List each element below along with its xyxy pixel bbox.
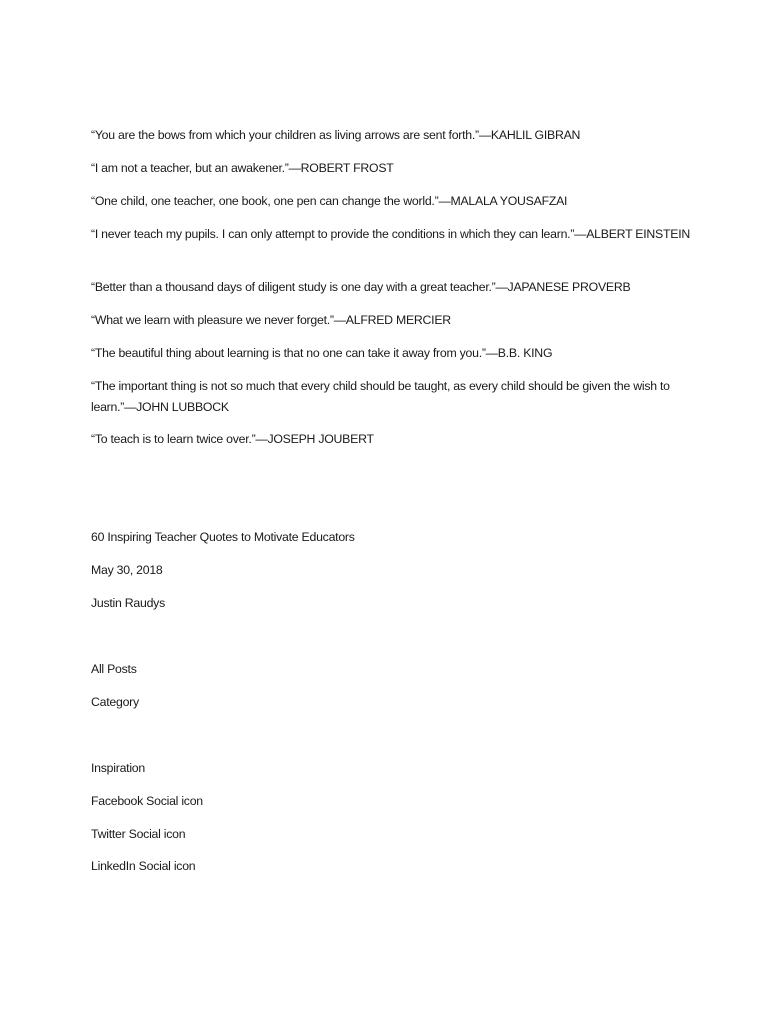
post-date: May 30, 2018 — [91, 563, 163, 577]
facebook-social-link[interactable]: Facebook Social icon — [91, 794, 203, 808]
twitter-social-link[interactable]: Twitter Social icon — [91, 827, 186, 841]
category-label: Category — [91, 695, 139, 709]
post-author[interactable]: Justin Raudys — [91, 596, 165, 610]
quote-mercier: “What we learn with pleasure we never forget.”—ALFRED MERCIER — [91, 313, 451, 327]
all-posts-link[interactable]: All Posts — [91, 662, 137, 676]
quote-yousafzai: “One child, one teacher, one book, one pen can change the world.”—MALALA YOUSAFZAI — [91, 194, 568, 208]
quote-proverb: “Better than a thousand days of diligent study is one day with a great teacher.”—JAPANESE PROVERB — [91, 280, 631, 294]
quote-king: “The beautiful thing about learning is that no one can take it away from you.”—B.B. KING — [91, 346, 553, 360]
quote-gibran: “You are the bows from which your children as living arrows are sent forth.”—KAHLIL GIBRAN — [91, 128, 581, 142]
quote-joubert: “To teach is to learn twice over.”—JOSEPH JOUBERT — [91, 432, 374, 446]
post-title[interactable]: 60 Inspiring Teacher Quotes to Motivate Educators — [91, 530, 355, 544]
quote-einstein: “I never teach my pupils. I can only attempt to provide the conditions in which they can learn.”—ALBERT EINSTEIN — [91, 227, 690, 241]
category-inspiration-link[interactable]: Inspiration — [91, 761, 145, 775]
quote-frost: “I am not a teacher, but an awakener.”—ROBERT FROST — [91, 161, 394, 175]
linkedin-social-link[interactable]: LinkedIn Social icon — [91, 859, 196, 873]
quote-lubbock: “The important thing is not so much that every child should be taught, as every child should be given the wish to learn.”—JOHN LUBBOCK — [91, 379, 670, 414]
